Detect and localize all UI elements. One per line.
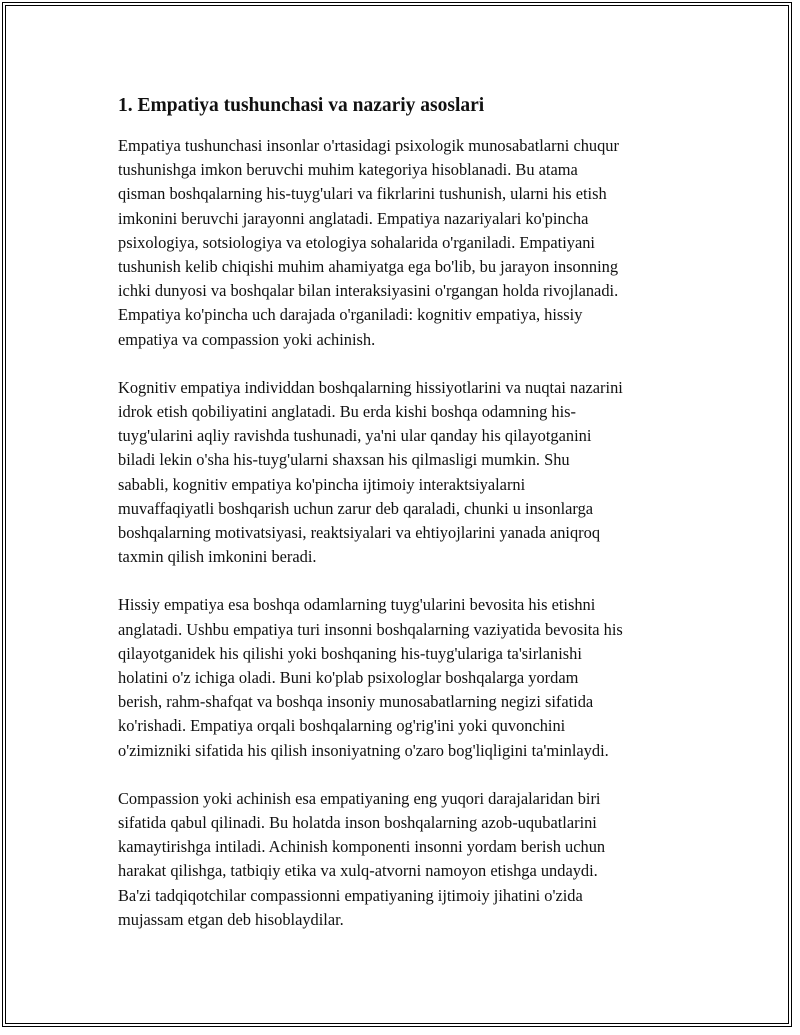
text-line: qilayotganidek his qilishi yoki boshqaning his-tuyg'ulariga ta'sirlanishi bbox=[118, 643, 582, 663]
text-line: muvaffaqiyatli boshqarish uchun zarur deb qaraladi, chunki u insonlarga bbox=[118, 498, 594, 518]
text-line: idrok etish qobiliyatini anglatadi. Bu erda kishi boshqa odamning his- bbox=[118, 402, 576, 422]
text-line: psixologiya, sotsiologiya va etologiya sohalarida o'rganiladi. Empatiyani bbox=[118, 232, 595, 252]
text-line: ichki dunyosi va boshqalar bilan interaksiyasini o'rgangan holda rivojlanadi. bbox=[118, 281, 619, 301]
paragraph-4 bbox=[118, 787, 690, 932]
paragraph-3 bbox=[118, 593, 690, 762]
text-line: tushunish kelib chiqishi muhim ahamiyatga ega bo'lib, bu jarayon insonning bbox=[118, 257, 619, 277]
text-line: ko'rishadi. Empatiya orqali boshqalarning og'rig'ini yoki quvonchini bbox=[118, 716, 566, 736]
document-body bbox=[118, 92, 690, 956]
text-line: sifatida qabul qilinadi. Bu holatda inson boshqalarning azob-uqubatlarini bbox=[118, 813, 597, 833]
text-line: boshqalarning motivatsiyasi, reaktsiyalari va ehtiyojlarini yanada aniqroq bbox=[118, 523, 601, 543]
text-line: imkonini beruvchi jarayonni anglatadi. Empatiya nazariyalari ko'pincha bbox=[118, 208, 589, 228]
text-line: Empatiya ko'pincha uch darajada o'rganiladi: kognitiv empatiya, hissiy bbox=[118, 305, 583, 325]
text-line: berish, rahm-shafqat va boshqa insoniy munosabatlarning negizi sifatida bbox=[118, 692, 594, 712]
text-line: biladi lekin o'sha his-tuyg'ularni shaxsan his qilmasligi mumkin. Shu bbox=[118, 450, 570, 470]
text-line: qisman boshqalarning his-tuyg'ulari va fikrlarini tushunish, ularni his etish bbox=[118, 184, 607, 204]
text-line: Ba'zi tadqiqotchilar compassionni empatiyaning ijtimoiy jihatini o'zida bbox=[118, 885, 583, 905]
text-line: tushunishga imkon beruvchi muhim kategoriya hisoblanadi. Bu atama bbox=[118, 160, 578, 180]
paragraph-1 bbox=[118, 134, 690, 352]
text-line: holatini o'z ichiga oladi. Buni ko'plab psixologlar boshqalarga yordam bbox=[118, 668, 579, 688]
text-line: taxmin qilish imkonini beradi. bbox=[118, 547, 317, 567]
text-line: Kognitiv empatiya individdan boshqalarning hissiyotlarini va nuqtai nazarini bbox=[118, 377, 623, 397]
text-line: o'zimizniki sifatida his qilish insoniyatning o'zaro bog'liqligini ta'minlaydi. bbox=[118, 740, 609, 760]
paragraph-2 bbox=[118, 376, 690, 570]
section-heading: 1. Empatiya tushunchasi va nazariy asoslari bbox=[118, 95, 485, 116]
text-line: tuyg'ularini aqliy ravishda tushunadi, ya'ni ular qanday his qilayotganini bbox=[118, 426, 592, 446]
text-line: harakat qilishga, tatbiqiy etika va xulq-atvorni namoyon etishga undaydi. bbox=[118, 861, 598, 881]
text-line: Empatiya tushunchasi insonlar o'rtasidagi psixologik munosabatlarni chuqur bbox=[118, 136, 619, 155]
text-line: anglatadi. Ushbu empatiya turi insonni boshqalarning vaziyatida bevosita his bbox=[118, 619, 623, 639]
text-line: Hissiy empatiya esa boshqa odamlarning tuyg'ularini bevosita his etishni bbox=[118, 595, 596, 615]
text-line: kamaytirishga intiladi. Achinish komponenti insonni yordam berish uchun bbox=[118, 837, 606, 857]
text-line: Compassion yoki achinish esa empatiyaning eng yuqori darajalaridan biri bbox=[118, 788, 601, 808]
text-line: empatiya va compassion yoki achinish. bbox=[118, 329, 376, 349]
text-line: sababli, kognitiv empatiya ko'pincha ijtimoiy interaktsiyalarni bbox=[118, 474, 526, 494]
text-line: mujassam etgan deb hisoblaydilar. bbox=[118, 909, 344, 929]
